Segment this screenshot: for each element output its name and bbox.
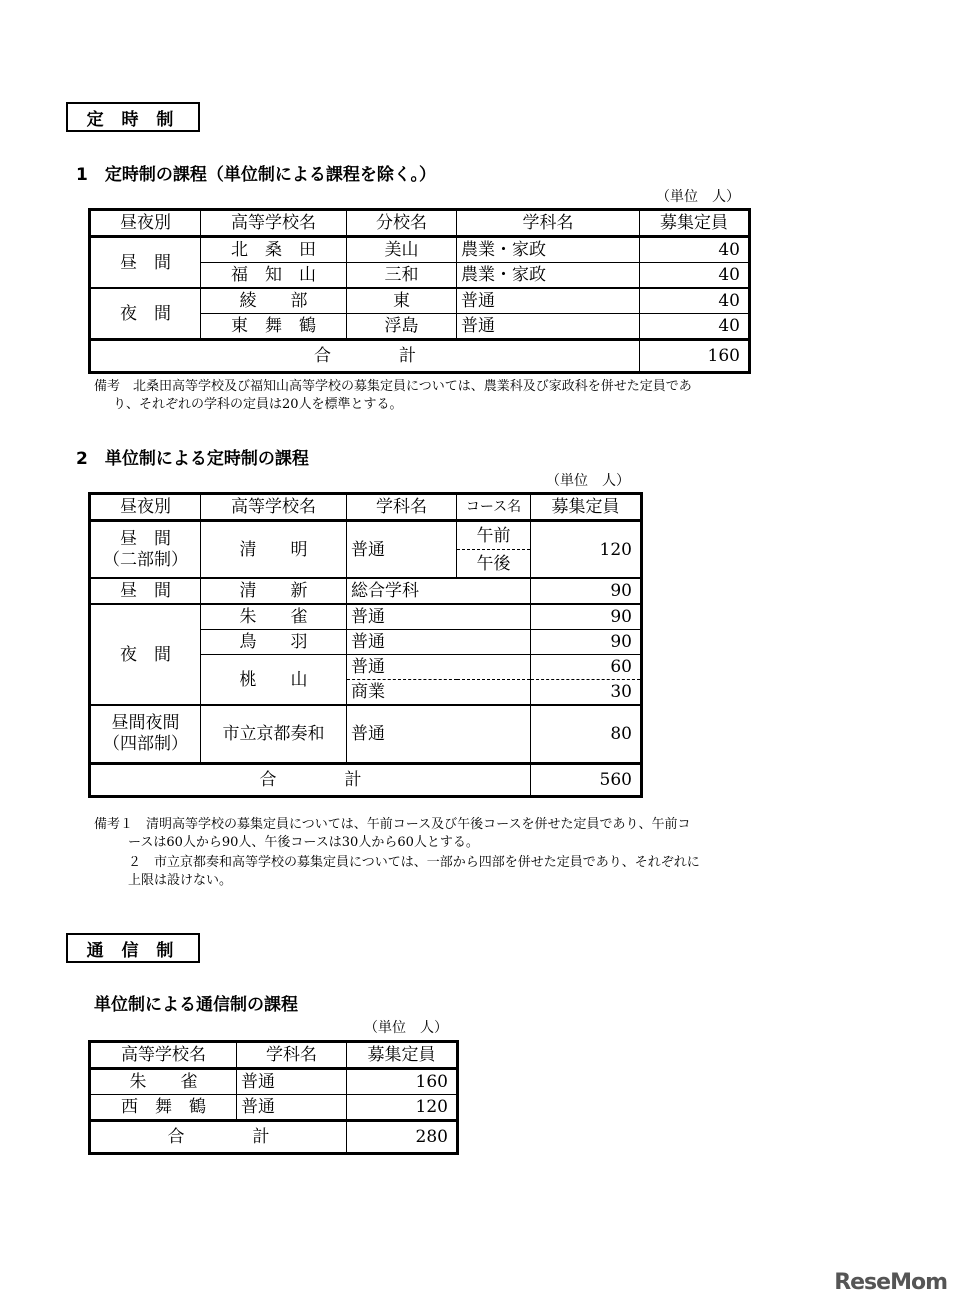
total-label: 合 計 (90, 764, 531, 797)
table-row (90, 604, 642, 630)
section-label-teijisei: 定 時 制 (66, 102, 200, 132)
total-value: 280 (347, 1121, 458, 1154)
section3-heading: 単位制による通信制の課程 (94, 995, 298, 1015)
section1-unit: （単位 人） (656, 189, 740, 205)
header-cell: 学科名 (457, 210, 640, 237)
branch-cell: 三和 (347, 263, 457, 289)
section1-note-line2: り、それぞれの学科の定員は20人を標準とする。 (113, 397, 403, 412)
section1-heading: 1 定時制の課程（単位制による課程を除く。） (76, 165, 436, 185)
quota-cell: 120 (347, 1095, 458, 1121)
table-row (90, 1095, 458, 1121)
dept-cell: 普通 (347, 630, 531, 655)
section3-table (88, 1040, 459, 1155)
section2-unit: （単位 人） (546, 473, 630, 489)
table-total-row (90, 340, 750, 373)
school-cell: 清 新 (201, 578, 347, 604)
section1-table (88, 208, 751, 374)
table-row (90, 1069, 458, 1095)
dept-cell: 普通 (347, 655, 531, 680)
quota-cell: 80 (531, 705, 642, 764)
section2-table (88, 492, 643, 798)
dept-cell: 普通 (347, 705, 531, 764)
quota-cell: 90 (531, 578, 642, 604)
daynight-sublabel: （二部制） (103, 549, 188, 570)
school-cell: 朱 雀 (90, 1069, 237, 1095)
school-cell: 桃 山 (201, 655, 347, 706)
school-cell: 綾 部 (201, 288, 347, 314)
resemom-logo: ReseMom (834, 1270, 947, 1295)
header-cell: 募集定員 (640, 210, 750, 237)
dept-cell: 商業 (347, 680, 531, 706)
branch-cell: 浮島 (347, 314, 457, 340)
daynight-cell: 昼 間 (90, 578, 201, 604)
quota-cell: 90 (531, 630, 642, 655)
daynight-cell: 昼 間 (90, 237, 201, 289)
section3-unit: （単位 人） (364, 1020, 448, 1036)
total-value: 560 (531, 764, 642, 797)
table-header-row (90, 210, 750, 237)
section-label-tsushinsei: 通 信 制 (66, 933, 200, 963)
quota-cell: 40 (640, 288, 750, 314)
header-cell: コース名 (457, 494, 531, 521)
section2-note-line2: ースは60人から90人、午後コースは30人から60人とする。 (128, 835, 479, 850)
school-cell: 西 舞 鶴 (90, 1095, 237, 1121)
school-cell: 清 明 (201, 521, 347, 579)
course-cell: 午前 (457, 521, 531, 550)
table-header-row (90, 1042, 458, 1069)
daynight-label: 昼間夜間 (111, 713, 180, 733)
header-cell: 昼夜別 (90, 494, 201, 521)
quota-cell: 40 (640, 263, 750, 289)
daynight-cell: 夜 間 (90, 604, 201, 705)
header-cell: 昼夜別 (90, 210, 201, 237)
table-row (90, 521, 642, 550)
section2-heading: 2 単位制による定時制の課程 (76, 449, 309, 469)
header-cell: 高等学校名 (201, 494, 347, 521)
quota-cell: 40 (640, 314, 750, 340)
school-cell: 市立京都奏和 (201, 705, 347, 764)
section2-note-line4: 上限は設けない。 (128, 873, 233, 888)
total-label: 合 計 (90, 1121, 347, 1154)
school-cell: 福 知 山 (201, 263, 347, 289)
total-value: 160 (640, 340, 750, 373)
branch-cell: 東 (347, 288, 457, 314)
quota-cell: 40 (640, 237, 750, 263)
dept-cell: 総合学科 (347, 578, 531, 604)
quota-cell: 30 (531, 680, 642, 706)
table-header-row (90, 494, 642, 521)
header-cell: 高等学校名 (201, 210, 347, 237)
school-cell: 東 舞 鶴 (201, 314, 347, 340)
quota-cell: 90 (531, 604, 642, 630)
daynight-cell (90, 705, 201, 764)
school-cell: 北 桑 田 (201, 237, 347, 263)
table-row (90, 237, 750, 263)
daynight-cell (90, 521, 201, 579)
quota-cell: 160 (347, 1069, 458, 1095)
quota-cell: 120 (531, 521, 642, 579)
table-row (90, 288, 750, 314)
table-row (90, 705, 642, 764)
dept-cell: 農業・家政 (457, 263, 640, 289)
section2-note-line1: 備考１ 清明高等学校の募集定員については、午前コース及び午後コースを併せた定員であり、午前コ (94, 817, 691, 832)
dept-cell: 普通 (237, 1069, 347, 1095)
branch-cell: 美山 (347, 237, 457, 263)
header-cell: 分校名 (347, 210, 457, 237)
table-row (90, 578, 642, 604)
daynight-sublabel: （四部制） (103, 734, 188, 754)
quota-cell: 60 (531, 655, 642, 680)
header-cell: 募集定員 (531, 494, 642, 521)
header-cell: 募集定員 (347, 1042, 458, 1069)
school-cell: 鳥 羽 (201, 630, 347, 655)
dept-cell: 普通 (347, 604, 531, 630)
header-cell: 学科名 (237, 1042, 347, 1069)
table-total-row (90, 1121, 458, 1154)
dept-cell: 普通 (237, 1095, 347, 1121)
dept-cell: 農業・家政 (457, 237, 640, 263)
total-label: 合 計 (90, 340, 640, 373)
dept-cell: 普通 (457, 314, 640, 340)
school-cell: 朱 雀 (201, 604, 347, 630)
daynight-label: 昼 間 (120, 528, 171, 549)
section1-note-line1: 備考 北桑田高等学校及び福知山高等学校の募集定員については、農業科及び家政科を併せた定員であ (94, 379, 692, 394)
section2-note-line3: ２ 市立京都奏和高等学校の募集定員については、一部から四部を併せた定員であり、それぞれに (128, 855, 700, 870)
dept-cell: 普通 (457, 288, 640, 314)
daynight-cell: 夜 間 (90, 288, 201, 340)
table-total-row (90, 764, 642, 797)
dept-cell: 普通 (347, 521, 457, 579)
course-cell: 午後 (457, 550, 531, 579)
header-cell: 高等学校名 (90, 1042, 237, 1069)
header-cell: 学科名 (347, 494, 457, 521)
